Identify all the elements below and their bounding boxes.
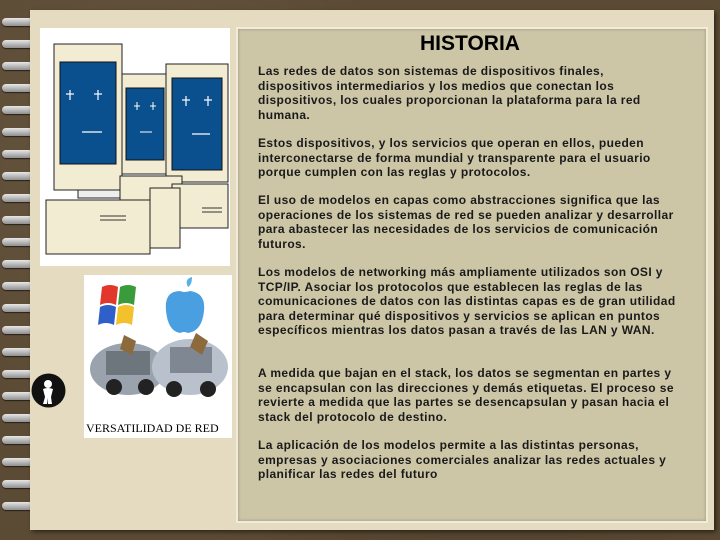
person-silhouette-icon	[31, 373, 66, 408]
paragraph-3: El uso de modelos en capas como abstracciones significa que las operaciones de los sistemas de red se pueden analizar y desarrollar para abastecer las necesidades de los servicios de comunicación futuros.	[258, 193, 674, 251]
os-logos-car-engines-illustration	[84, 275, 232, 438]
paragraph-5: A medida que bajan en el stack, los datos se segmentan en partes y se encapsulan con las direcciones y demás etiquetas. El proceso se revierte a medida que las partes se desencapsulan y pasan hacia el stack del protocolo de destino.	[258, 366, 674, 424]
page-title: HISTORIA	[420, 32, 520, 55]
paragraph-1: Las redes de datos son sistemas de dispositivos finales, dispositivos intermediarios y los medios que conectan los dispositivos, los cuales proporcionan la plataforma para la red humana.	[258, 64, 641, 122]
desktop-computers-illustration	[40, 28, 230, 266]
paragraph-4: Los modelos de networking más ampliamente utilizados son OSI y TCP/IP. Asociar los protocolos que establecen las reglas de las comunicaciones de datos con las distintas capas es de gran utilidad para determinar qué dispositivos y servicios se aplican en puntos específicos mientras los datos pasan a través de las LAN y WAN.	[258, 265, 676, 338]
paragraph-2: Estos dispositivos, y los servicios que operan en ellos, pueden interconectarse de forma mundial y transparente para el usuario porque cumplen con las reglas y protocolos.	[258, 136, 651, 180]
paragraph-6: La aplicación de los modelos permite a las distintas personas, empresas y asociaciones comerciales analizar las redes actuales y planificar las redes del futuro	[258, 438, 667, 482]
image-caption: VERSATILIDAD DE RED	[85, 418, 231, 438]
